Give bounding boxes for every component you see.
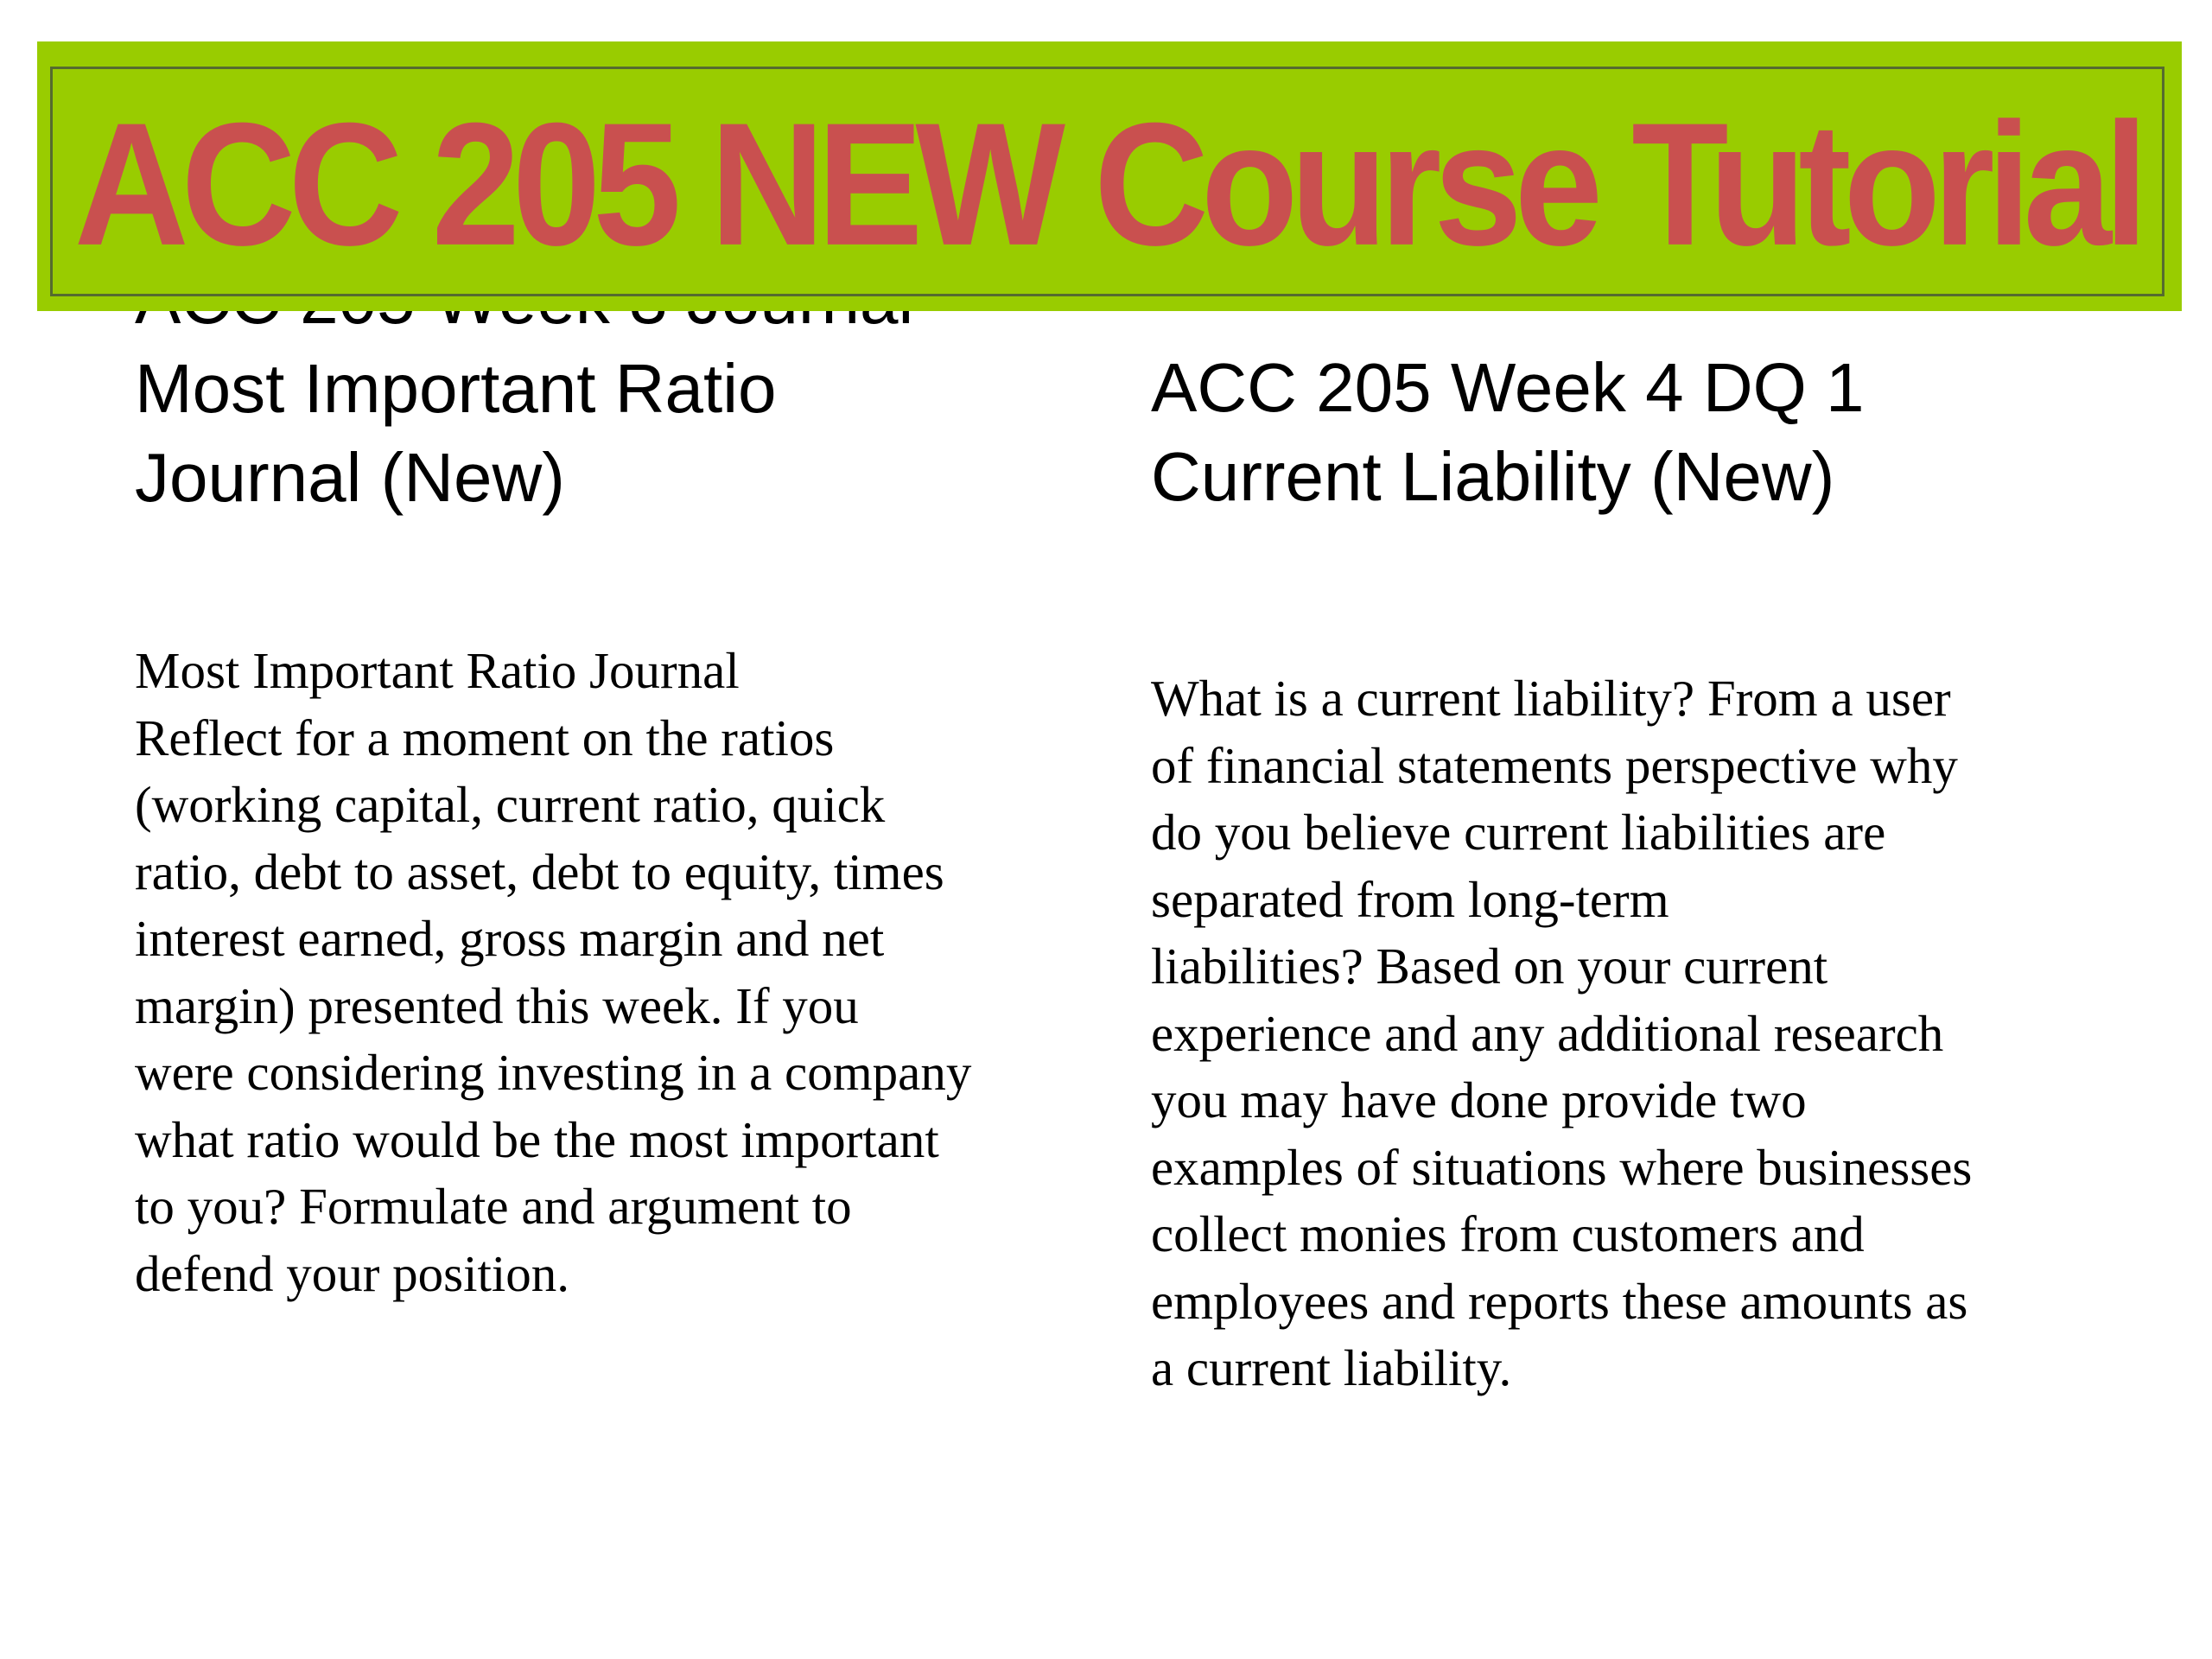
right-body-line: examples of situations where businesses <box>1151 1138 1973 1196</box>
left-body-line: ratio, debt to asset, debt to equity, times <box>135 842 944 900</box>
left-heading-line: Journal (New) <box>135 439 565 516</box>
right-body-line: a current liability. <box>1151 1339 1512 1396</box>
right-body-line: What is a current liability? From a user <box>1151 670 1951 727</box>
banner-title: ACC 205 NEW Course Tutorial <box>73 86 2141 282</box>
right-body-line: experience and any additional research <box>1151 1004 1944 1062</box>
right-heading-line: Current Liability (New) <box>1151 438 1835 515</box>
right-heading-line: ACC 205 Week 4 DQ 1 <box>1151 349 1865 426</box>
right-body-line: collect monies from customers and <box>1151 1205 1865 1262</box>
left-heading-line: Most Important Ratio <box>135 350 777 427</box>
right-body-line: do you believe current liabilities are <box>1151 804 1886 861</box>
left-body-line: what ratio would be the most important <box>135 1110 939 1168</box>
right-body-line: employees and reports these amounts as <box>1151 1272 1968 1330</box>
right-body <box>1151 665 1972 1402</box>
title-banner-frame <box>50 67 2164 296</box>
left-body-line: interest earned, gross margin and net <box>135 910 885 967</box>
left-body <box>135 638 971 1307</box>
right-body-line: liabilities? Based on your current <box>1151 938 1828 995</box>
right-body-line: separated from long-term <box>1151 870 1669 928</box>
left-body-line: to you? Formulate and argument to <box>135 1178 852 1235</box>
right-body-line: you may have done provide two <box>1151 1071 1807 1128</box>
left-body-line: Reflect for a moment on the ratios <box>135 709 835 766</box>
left-body-line: defend your position. <box>135 1244 570 1302</box>
left-body-line: Most Important Ratio Journal <box>135 642 740 699</box>
left-body-line: were considering investing in a company <box>135 1044 972 1101</box>
left-body-line: (working capital, current ratio, quick <box>135 776 886 833</box>
title-banner <box>37 41 2182 311</box>
right-body-line: of financial statements perspective why <box>1151 736 1958 794</box>
right-heading <box>1151 343 1865 521</box>
left-body-line: margin) presented this week. If you <box>135 976 859 1034</box>
